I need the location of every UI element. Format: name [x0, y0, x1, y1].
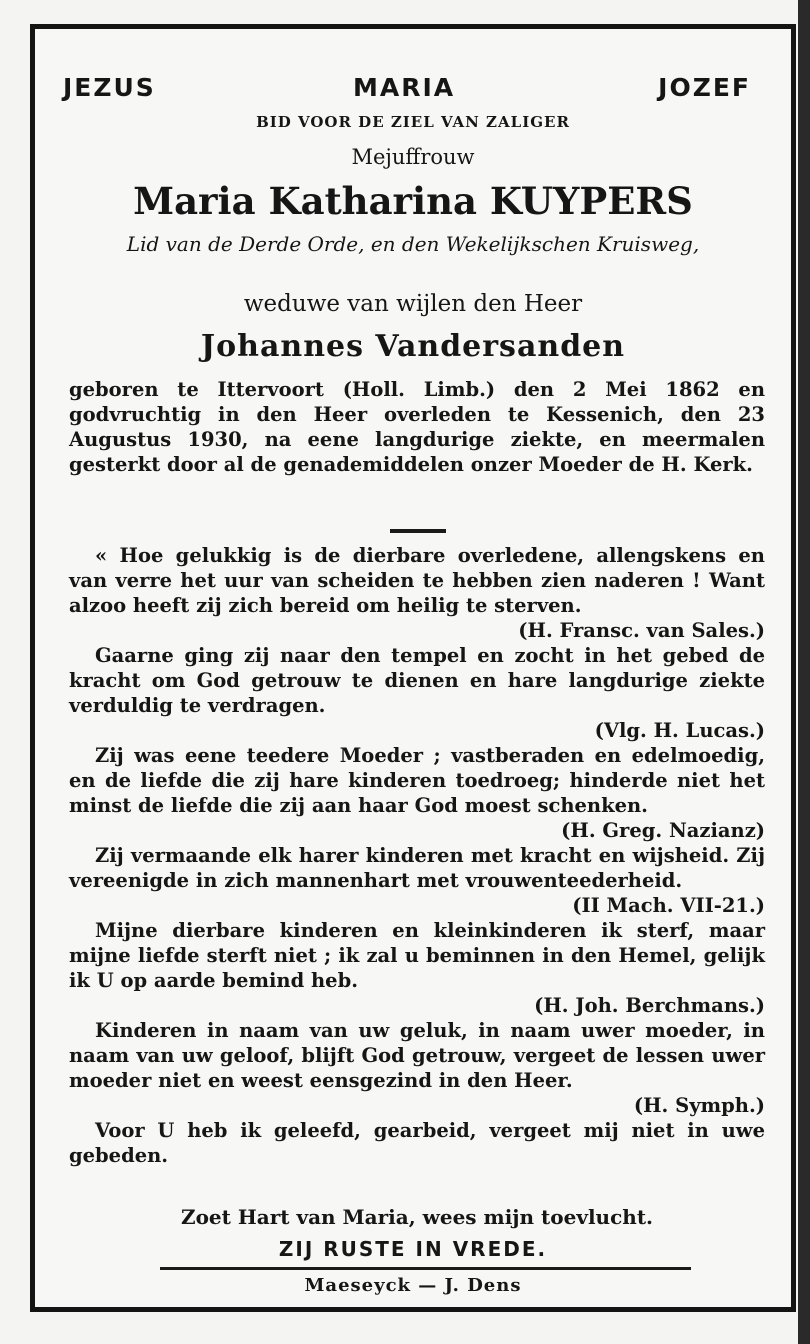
- biography: geboren te Ittervoort (Holl. Limb.) den 2 Mei 1862 en godvruchtig in den Heer overleden te Kessenich, den 23 Augustus 1930, na eene langdurige ziekte, en meermalen gesterkt door al de genademiddelen onzer Moeder de H. Kerk.: [69, 378, 765, 476]
- quote-source: (II Mach. VII-21.): [572, 894, 765, 917]
- quote-source: (Vlg. H. Lucas.): [594, 719, 765, 742]
- footer-rule: [160, 1267, 691, 1270]
- page-edge: [798, 0, 810, 1344]
- rest-in-peace: ZIJ RUSTE IN VREDE.: [278, 1237, 548, 1261]
- header-jozef: JOZEF: [658, 73, 751, 102]
- header-maria: MARIA: [353, 73, 456, 102]
- closing-invocation: Zoet Hart van Maria, wees mijn toevlucht.: [180, 1205, 654, 1229]
- holy-family-header: [35, 73, 791, 113]
- quote-text: Zij was eene teedere Moeder ; vastberaden en edelmoedig, en de liefde die zij hare kinderen toedroeg; hinderde niet het minst de liefde die zij aan haar God moest schenken.: [69, 744, 765, 817]
- deceased-name: Maria Katharina KUYPERS: [133, 179, 693, 223]
- quote: [69, 743, 765, 843]
- quote: [69, 1018, 765, 1118]
- quote: [69, 843, 765, 918]
- order-text: Lid van de Derde Orde, en den Wekelijkschen Kruisweg,: [126, 232, 700, 256]
- header-jezus: JEZUS: [63, 73, 156, 102]
- quotes-block: [69, 543, 765, 1168]
- quote-text: Kinderen in naam van uw geluk, in naam uwer moeder, in naam van uw geloof, blijft God getrouw, vergeet de lessen uwer moeder niet en weest eensgezind in den Heer.: [69, 1019, 765, 1092]
- quote-source: (H. Joh. Berchmans.): [534, 994, 765, 1017]
- quote-text: Zij vermaande elk harer kinderen met kracht en wijsheid. Zij vereenigde in zich mannenhart met vrouwenteederheid.: [69, 844, 765, 892]
- quote: [69, 643, 765, 743]
- quote-text: Mijne dierbare kinderen en kleinkinderen ik sterf, maar mijne liefde sterft niet ; ik zal u beminnen in den Hemel, gelijk ik U op aarde bemind heb.: [69, 919, 765, 992]
- quote-text: « Hoe gelukkig is de dierbare overledene, allengskens en van verre het uur van scheiden te hebben zien naderen ! Want alzoo heeft zij zich bereid om heilig te sterven.: [69, 544, 765, 617]
- printer-line: Maeseyck — J. Dens: [304, 1275, 522, 1296]
- quote: [69, 918, 765, 1018]
- husband-name: Johannes Vandersanden: [200, 329, 626, 364]
- title-word: Mejuffrouw: [351, 145, 475, 169]
- quote-text: Gaarne ging zij naar den tempel en zocht in het gebed de kracht om God getrouw te dienen en hare langdurige ziekte verduldig te verdragen.: [69, 644, 765, 717]
- divider-rule: [390, 529, 446, 533]
- quote-source: (H. Fransc. van Sales.): [518, 619, 765, 642]
- prayer-line: BID VOOR DE ZIEL VAN ZALIGER: [256, 113, 570, 131]
- quote-source: (H. Greg. Nazianz): [561, 819, 765, 842]
- quote: [69, 1118, 765, 1168]
- memorial-card: [30, 24, 796, 1312]
- quote-source: (H. Symph.): [633, 1094, 765, 1117]
- quote-text: Voor U heb ik geleefd, gearbeid, vergeet mij niet in uwe gebeden.: [69, 1119, 765, 1167]
- widow-line: weduwe van wijlen den Heer: [243, 291, 583, 317]
- quote: [69, 543, 765, 643]
